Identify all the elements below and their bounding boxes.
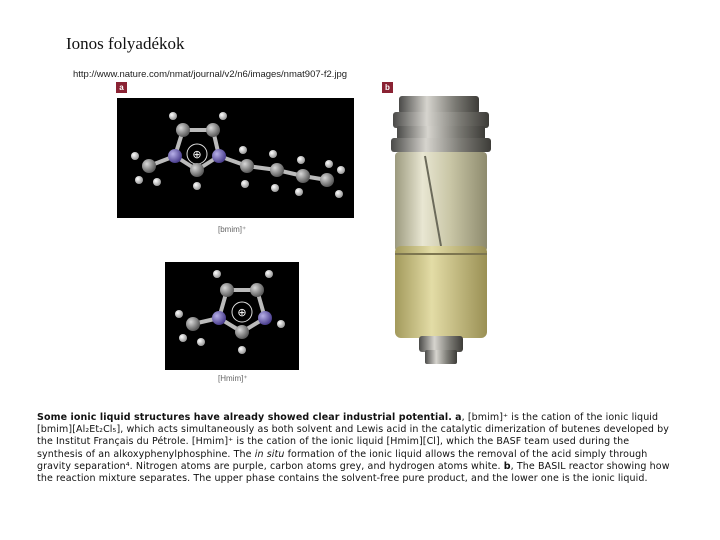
- caption-part-1: , [bmim]⁺ is the cation of the ionic liquid [bmim][Al₂Et₂Cl₅], which acts simultaneously as both solvent and Lewis acid in the catalytic dimerization of butenes developed by the Institut Français du Pétrole. [Hmim]⁺ is the cation of the ionic liquid [Hmim][Cl], which the BASF team used during the synthesis of an alkoxyphenylphosphine. The: [37, 412, 670, 460]
- figure-caption: [37, 412, 677, 485]
- reactor-graphic: [385, 96, 497, 366]
- caption-part-2: formation of the ionic liquid allows the removal of the acid simply through gravity separation⁴. Nitrogen atoms are purple, carbon atoms grey, and hydrogen atoms white.: [37, 448, 648, 472]
- hmim-label: [Hmim]⁺: [218, 374, 248, 383]
- caption-marker-b: b: [503, 460, 511, 472]
- caption-in-situ: in situ: [254, 448, 285, 460]
- hmim-molecule-image: [165, 262, 299, 370]
- basil-reactor-photo: [385, 96, 497, 366]
- panel-a-tag: a: [116, 82, 127, 93]
- panel-b-tag: b: [382, 82, 393, 93]
- bmim-molecule-graphic: [117, 98, 354, 218]
- svg-text:⊕: ⊕: [237, 306, 247, 319]
- hmim-molecule-graphic: [165, 262, 299, 370]
- bmim-molecule-image: [117, 98, 354, 218]
- caption-part-3: , The BASIL reactor showing how the reaction mixture separates. The upper phase contains the solvent-free pure product, and the lower one is the ionic liquid.: [37, 460, 670, 485]
- source-url[interactable]: http://www.nature.com/nmat/journal/v2/n6/images/nmat907-f2.jpg: [73, 69, 348, 80]
- bmim-label: [bmim]⁺: [218, 225, 247, 234]
- page-title: Ionos folyadékok: [66, 34, 185, 53]
- caption-marker-a: a: [455, 412, 462, 423]
- caption-lead: Some ionic liquid structures have already showed clear industrial potential.: [37, 412, 452, 423]
- svg-text:⊕: ⊕: [192, 148, 202, 161]
